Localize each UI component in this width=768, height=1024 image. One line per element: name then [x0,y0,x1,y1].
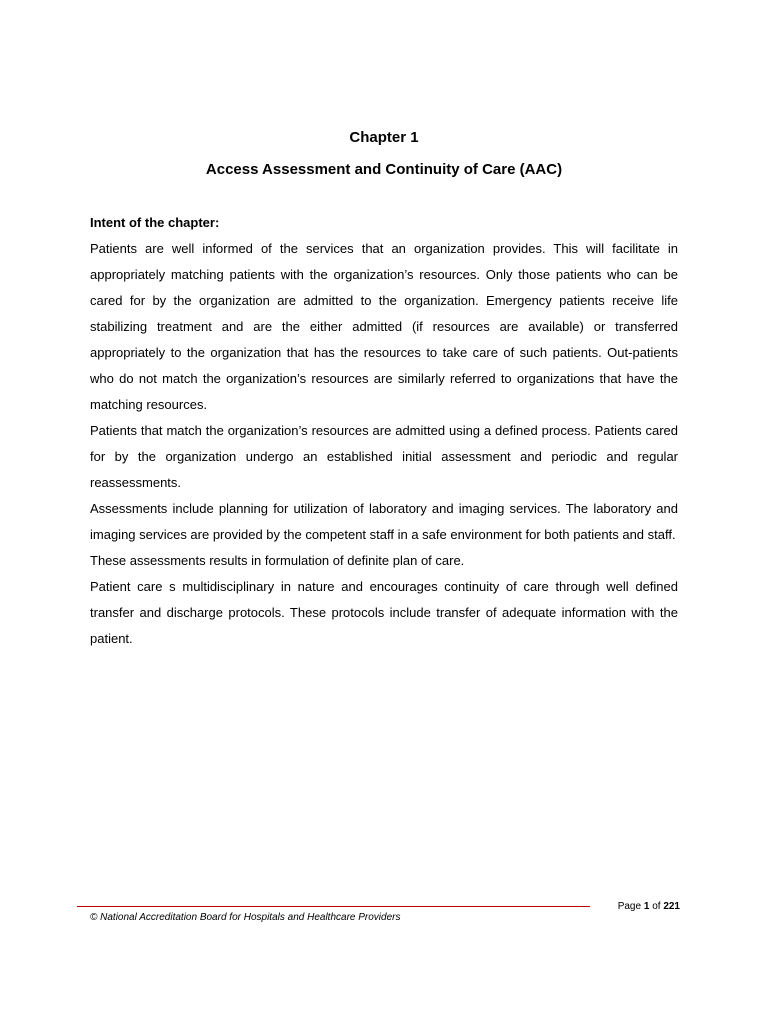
page-number: 1 [643,901,650,912]
page-indicator [600,900,680,914]
chapter-body [90,210,678,652]
body-paragraph-3: Assessments include planning for utilization of laboratory and imaging services. The laboratory and imaging services are provided by the competent staff in a safe environment for both patients and staff. [90,501,678,542]
of-label: of [652,901,661,912]
copyright-notice: © National Accreditation Board for Hospitals and Healthcare Providers [90,912,401,923]
total-pages: 221 [663,901,680,912]
body-paragraph-2: Patients that match the organization’s resources are admitted using a defined process. Patients cared for by the organization undergo an established initial assessment and periodic and regular reassessments. [90,423,678,490]
body-paragraph-4: These assessments results in formulation of definite plan of care. [90,553,465,568]
intent-heading: Intent of the chapter: [90,215,220,230]
page-label: Page [617,901,642,912]
body-paragraph-1: Patients are well informed of the services that an organization provides. This will facilitate in appropriately matching patients with the organization’s resources. Only those patients who can be cared for by the organization are admitted to the organization. Emergency patients receive life stabilizing treatment and are the either admitted (if resources are available) or transferred appropriately to the organization that has the resources to take care of such patients. Out-patients who do not match the organization’s resources are similarly referred to organizations that have the matching resources. [90,241,678,412]
chapter-title: Access Assessment and Continuity of Care (AAC) [205,161,563,178]
chapter-number: Chapter 1 [349,129,419,146]
body-paragraph-5: Patient care s multidisciplinary in nature and encourages continuity of care through well defined transfer and discharge protocols. These protocols include transfer of adequate information with the patient. [90,579,678,646]
footer-divider [77,906,590,907]
